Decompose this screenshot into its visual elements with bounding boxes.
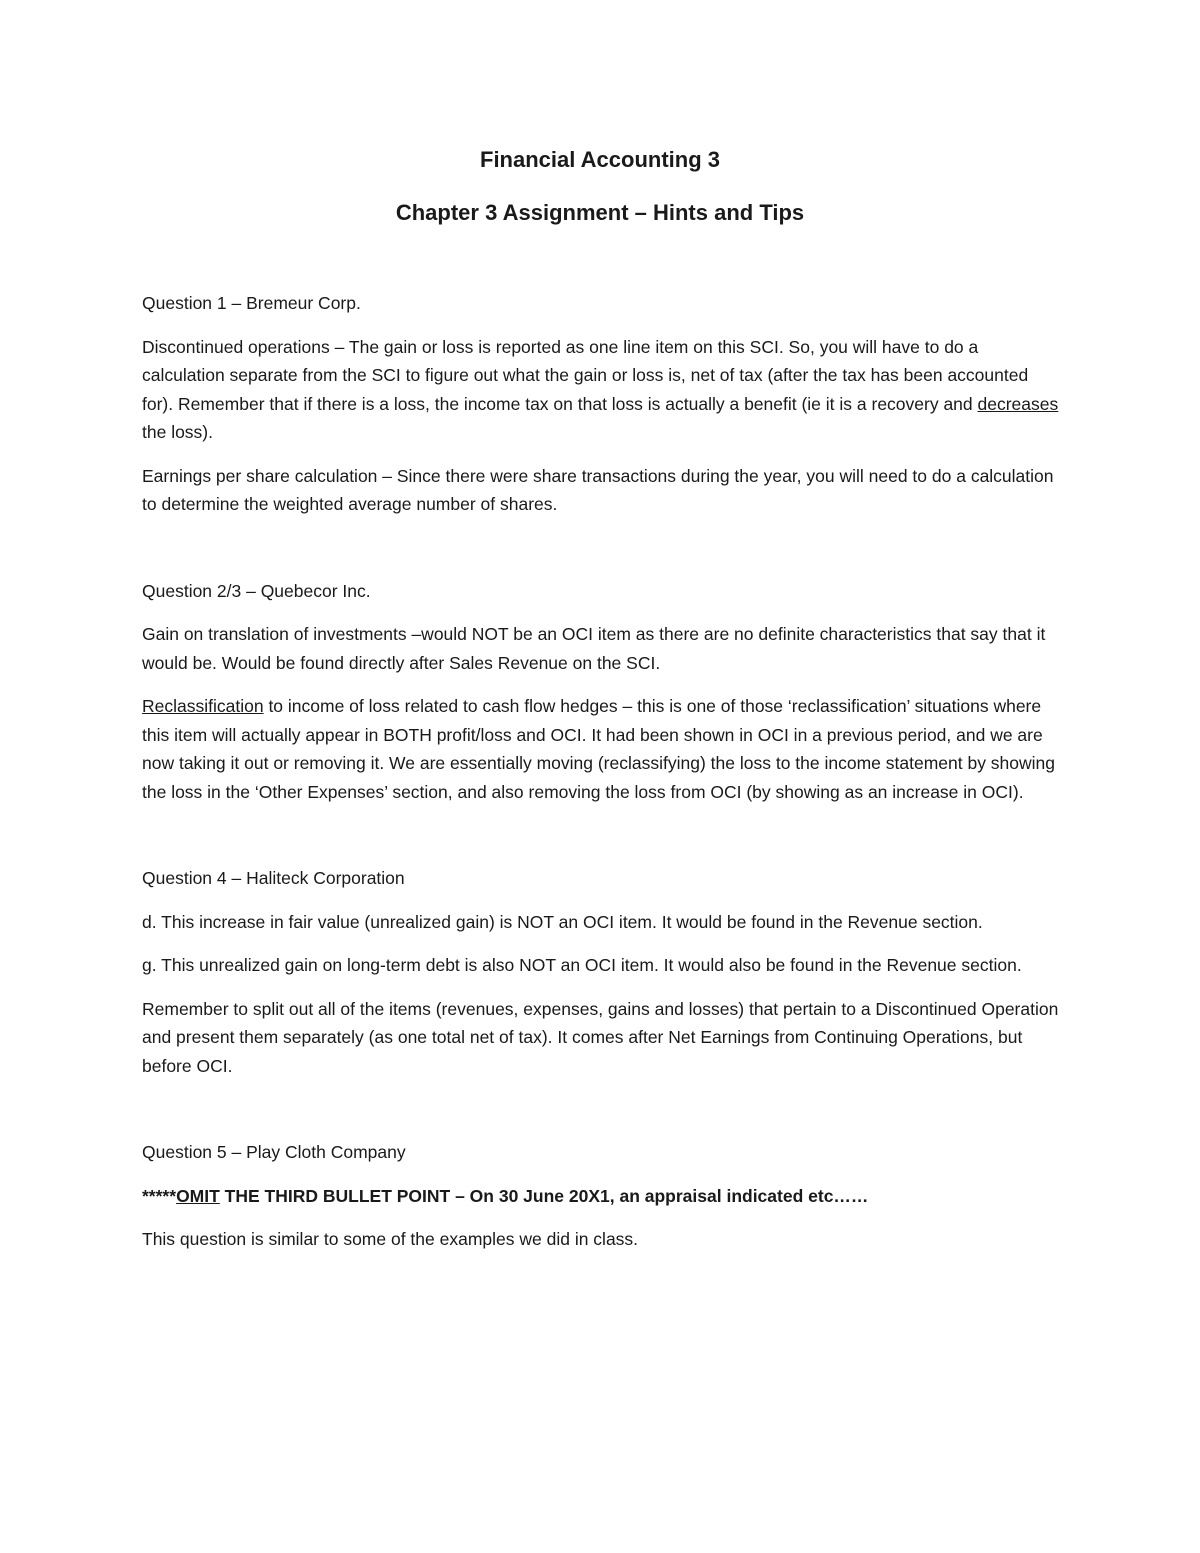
section-question-5 [142, 1138, 1062, 1254]
question-1-heading: Question 1 – Bremeur Corp. [142, 293, 361, 313]
section-question-4 [142, 864, 1062, 1080]
document-body [142, 289, 1062, 1269]
question-1-paragraph-1-text-b: the loss). [142, 422, 213, 442]
question-2-3-paragraph-2-text: to income of loss related to cash flow hedges – this is one of those ‘reclassification’ situations where this item will actually appear in BOTH profit/loss and OCI. It had been shown in OCI in a previous period, and we are now taking it out or removing it. We are essentially moving (reclassifying) the loss to the income statement by showing the loss in the ‘Other Expenses’ section, and also removing the loss from OCI (by showing as an increase in OCI). [142, 696, 1056, 802]
question-1-paragraph-1-text-a: Discontinued operations – The gain or loss is reported as one line item on this SCI. So, you will have to do a calculation separate from the SCI to figure out what the gain or loss is, net of tax (after the tax has been accounted for). Remember that if there is a loss, the income tax on that loss is actually a benefit (ie it is a recovery and [142, 336, 1029, 414]
section-spacer [142, 821, 1062, 864]
question-1-paragraph-1 [142, 333, 1062, 447]
question-2-3-paragraph-2 [142, 692, 1062, 806]
question-1-underlined-word: decreases [977, 393, 1059, 414]
document-subtitle: Chapter 3 Assignment – Hints and Tips [395, 200, 805, 225]
section-question-2-3 [142, 577, 1062, 807]
document-title: Financial Accounting 3 [480, 147, 720, 172]
question-5-heading: Question 5 – Play Cloth Company [142, 1142, 406, 1162]
question-1-paragraph-2: Earnings per share calculation – Since there were share transactions during the year, you will need to do a calculation to determine the weighted average number of shares. [142, 465, 1054, 514]
section-spacer [142, 534, 1062, 577]
question-5-omit-note [142, 1182, 1062, 1211]
question-5-paragraph-1: This question is similar to some of the examples we did in class. [142, 1229, 639, 1249]
question-4-paragraph-reminder: Remember to split out all of the items (revenues, expenses, gains and losses) that pertain to a Discontinued Operation and present them separately (as one total net of tax). It comes after Net Earnings from Continuing Operations, but before OCI. [142, 998, 1059, 1076]
question-2-3-underlined-word: Reclassification [142, 696, 264, 716]
question-4-heading: Question 4 – Haliteck Corporation [142, 868, 405, 888]
section-question-1 [142, 289, 1062, 519]
question-4-paragraph-d: d. This increase in fair value (unrealized gain) is NOT an OCI item. It would be found in the Revenue section. [142, 911, 983, 932]
question-5-note-text: THE THIRD BULLET POINT – On 30 June 20X1, an appraisal indicated etc…… [219, 1185, 869, 1206]
question-5-note-stars: ***** [142, 1185, 177, 1206]
section-spacer [142, 1095, 1062, 1138]
question-2-3-paragraph-1: Gain on translation of investments –would NOT be an OCI item as there are no definite characteristics that say that it would be. Would be found directly after Sales Revenue on the SCI. [142, 624, 1046, 673]
question-4-paragraph-g: g. This unrealized gain on long-term debt is also NOT an OCI item. It would also be found in the Revenue section. [142, 955, 1022, 975]
question-2-3-heading: Question 2/3 – Quebecor Inc. [142, 580, 371, 601]
question-5-note-omit: OMIT [176, 1185, 220, 1206]
